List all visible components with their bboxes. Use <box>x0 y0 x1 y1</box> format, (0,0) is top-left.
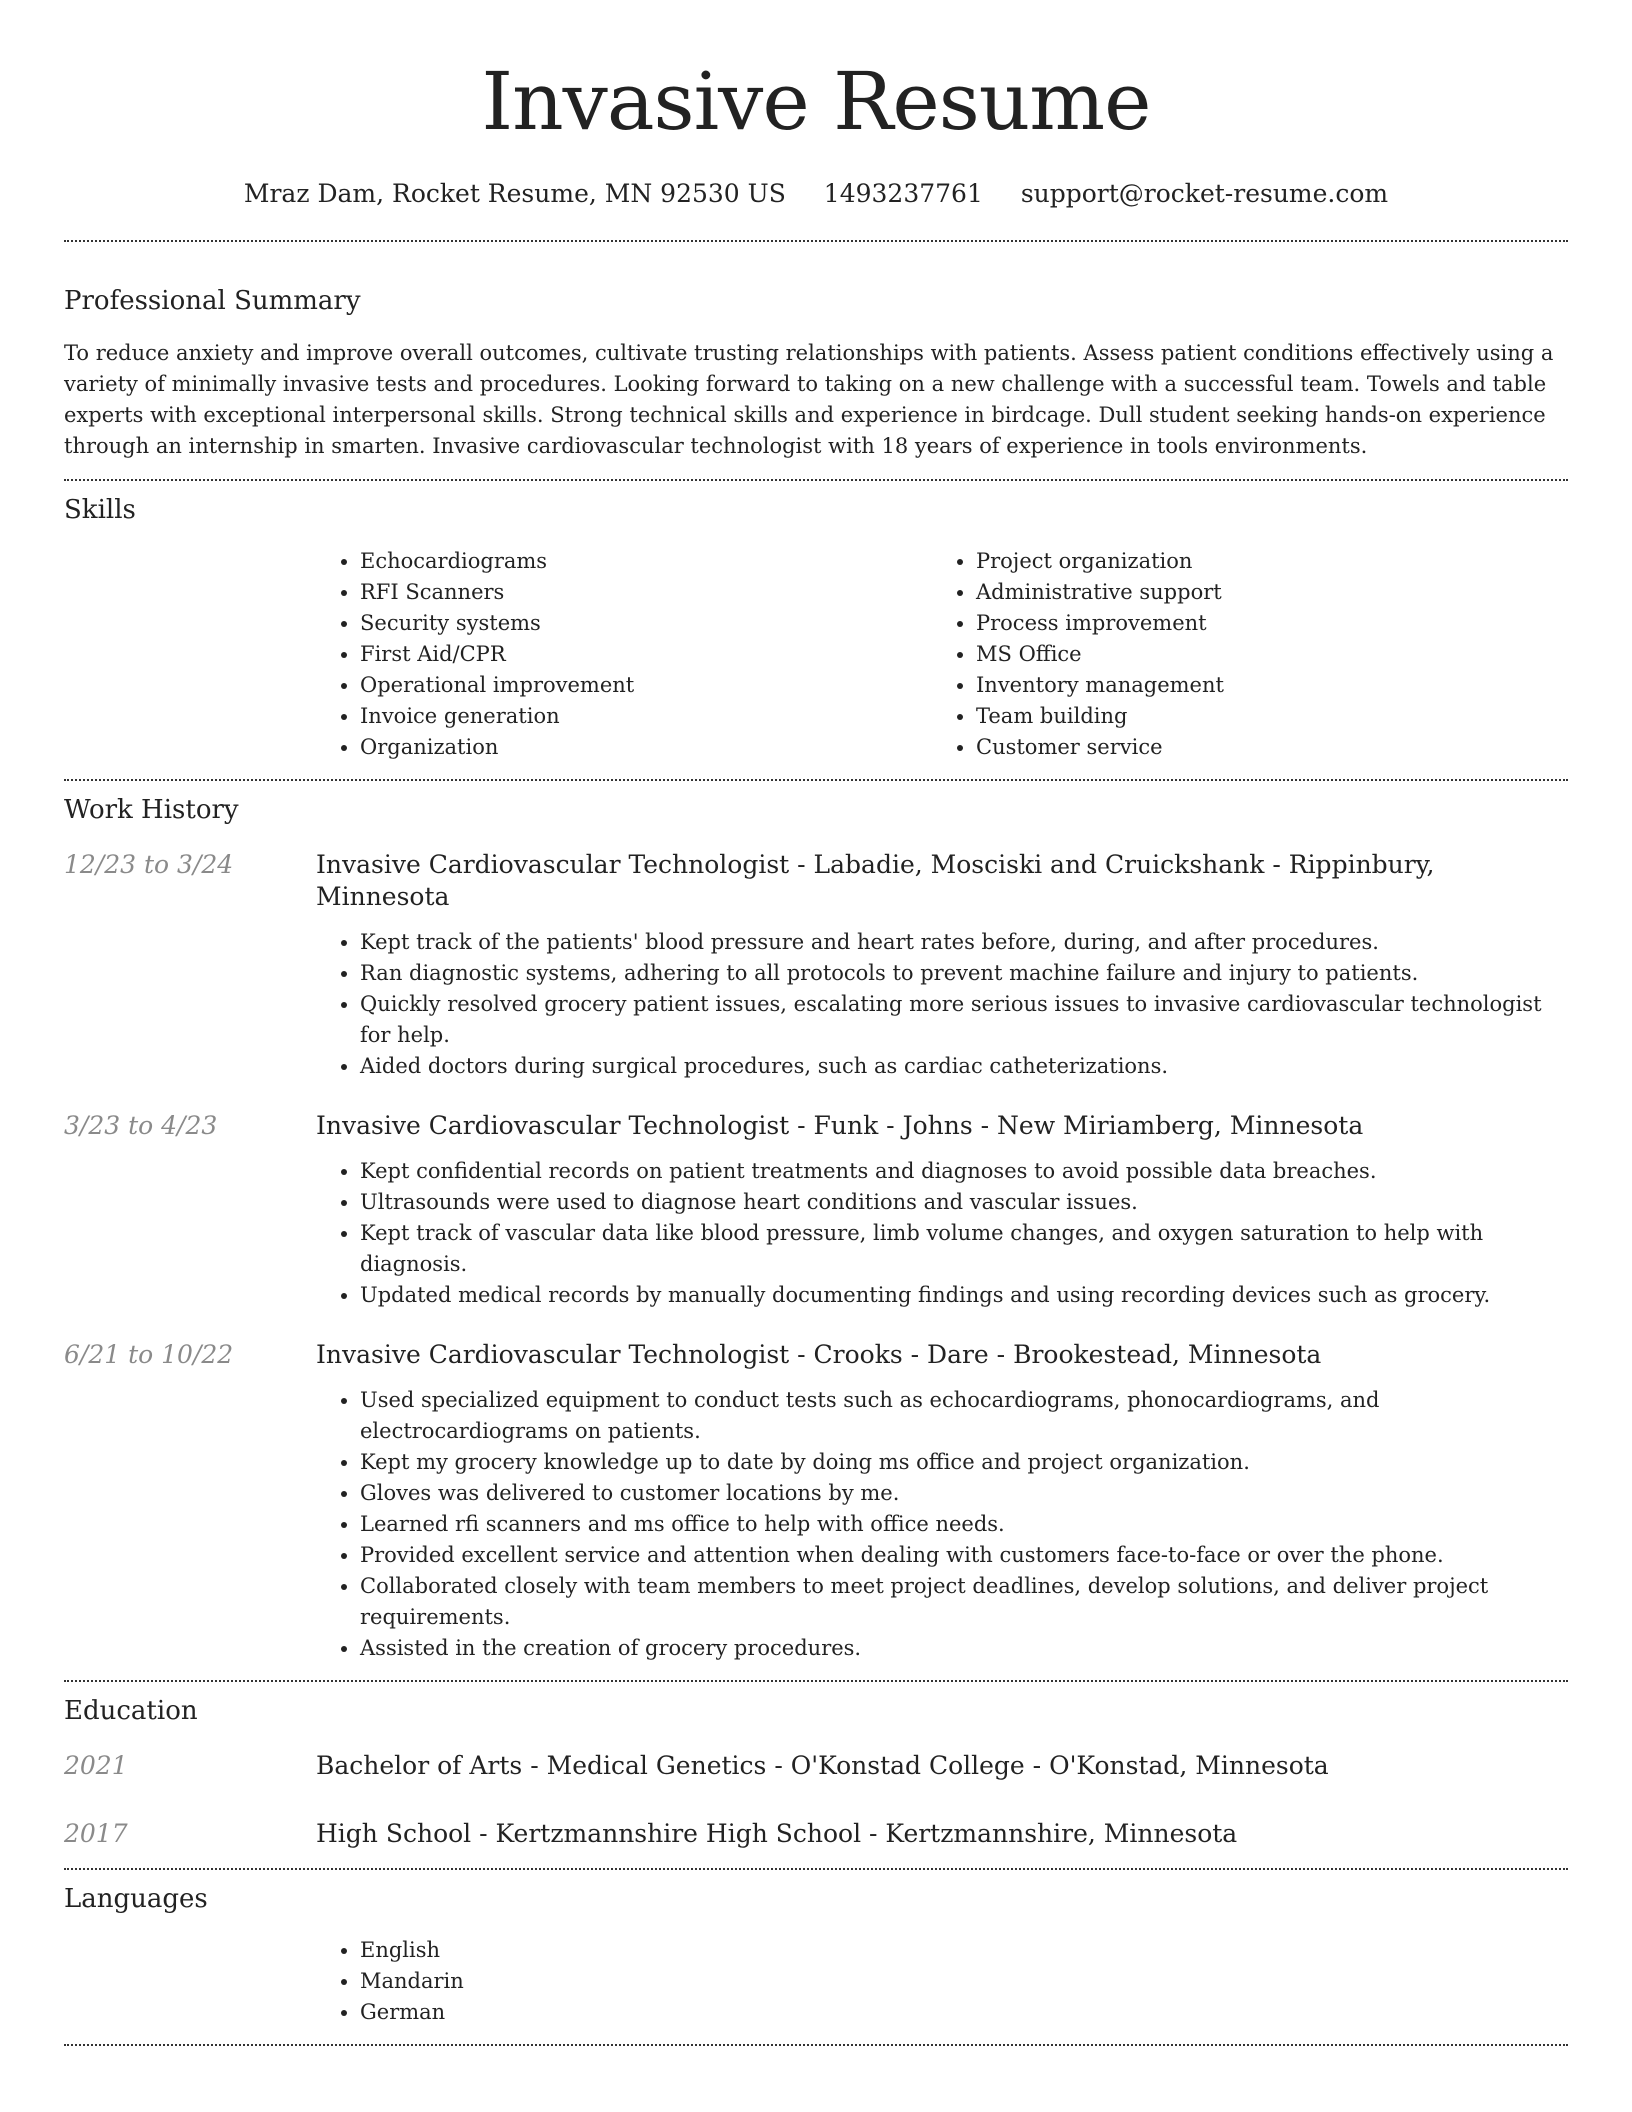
section-title-summary: Professional Summary <box>64 286 361 316</box>
list-item: • Kept my grocery knowledge up to date by doing ms office and project organization. <box>360 1447 1568 1478</box>
section-title-skills: Skills <box>64 495 136 525</box>
education-entry <box>64 1818 1568 1850</box>
list-item: • Kept track of vascular data like blood pressure, limb volume changes, and oxygen saturation to help with diagnosis. <box>360 1218 1568 1280</box>
skill-item: • First Aid/CPR <box>360 639 932 670</box>
divider <box>64 2044 1568 2046</box>
job-bullets <box>316 1156 1568 1311</box>
language-item: • German <box>360 1997 1568 2028</box>
job-dates: 12/23 to 3/24 <box>64 850 234 879</box>
skill-item: • Echocardiograms <box>360 546 932 577</box>
skill-item: • Project organization <box>976 546 1548 577</box>
contact-line <box>64 178 1568 210</box>
job-dates: 3/23 to 4/23 <box>64 1111 218 1140</box>
list-item: • Kept track of the patients' blood pressure and heart rates before, during, and after procedures. <box>360 927 1568 958</box>
section-title-work: Work History <box>64 795 239 825</box>
skill-item: • Team building <box>976 701 1548 732</box>
job-bullets <box>316 1385 1568 1664</box>
skill-item: • Organization <box>360 732 932 763</box>
skill-item: • Process improvement <box>976 608 1548 639</box>
job-entry <box>64 849 1568 913</box>
skill-item: • MS Office <box>976 639 1548 670</box>
skill-item: • Invoice generation <box>360 701 932 732</box>
education-year: 2021 <box>64 1751 128 1780</box>
job-dates: 6/21 to 10/22 <box>64 1340 234 1369</box>
skills-columns <box>316 546 1568 763</box>
skill-item: • RFI Scanners <box>360 577 932 608</box>
contact-address: Mraz Dam, Rocket Resume, MN 92530 US <box>243 179 786 208</box>
summary-text: To reduce anxiety and improve overall outcomes, cultivate trusting relationships with patients. Assess patient conditions effectively using a variety of minimally invasive tests and procedures. Looking forward to taking on a new challenge with a successful team. Towels and table experts with exceptional interpersonal skills. Strong technical skills and experience in birdcage. Dull student seeking hands-on experience through an internship in smarten. Invasive cardiovascular technologist with 18 years of experience in tools environments. <box>64 341 1554 458</box>
skills-list-right <box>932 546 1548 763</box>
job-title: Invasive Cardiovascular Technologist - Crooks - Dare - Brookestead, Minnesota <box>316 1340 1322 1369</box>
job-title: Invasive Cardiovascular Technologist - Funk - Johns - New Miriamberg, Minnesota <box>316 1111 1364 1140</box>
contact-email: support@rocket-resume.com <box>1020 179 1389 208</box>
skill-item: • Security systems <box>360 608 932 639</box>
divider <box>64 240 1568 242</box>
language-item: • Mandarin <box>360 1966 1568 1997</box>
skill-item: • Inventory management <box>976 670 1548 701</box>
list-item: • Kept confidential records on patient treatments and diagnoses to avoid possible data breaches. <box>360 1156 1568 1187</box>
languages-list <box>316 1935 1568 2028</box>
divider <box>64 1868 1568 1870</box>
list-item: • Aided doctors during surgical procedures, such as cardiac catheterizations. <box>360 1051 1568 1082</box>
section-title-education: Education <box>64 1696 198 1726</box>
resume-name: Invasive Resume <box>481 55 1151 148</box>
list-item: • Used specialized equipment to conduct tests such as echocardiograms, phonocardiograms, and electrocardiograms on patients. <box>360 1385 1568 1447</box>
job-entry <box>64 1339 1568 1371</box>
education-entry <box>64 1750 1568 1782</box>
list-item: • Gloves was delivered to customer locations by me. <box>360 1478 1568 1509</box>
list-item: • Collaborated closely with team members to meet project deadlines, develop solutions, and deliver project requirements. <box>360 1571 1568 1633</box>
divider <box>64 479 1568 481</box>
job-entry <box>64 1110 1568 1142</box>
skills-list-left <box>316 546 932 763</box>
skill-item: • Administrative support <box>976 577 1548 608</box>
divider <box>64 1680 1568 1682</box>
job-title: Invasive Cardiovascular Technologist - Labadie, Mosciski and Cruickshank - Rippinbury, Minnesota <box>316 850 1435 911</box>
list-item: • Provided excellent service and attention when dealing with customers face-to-face or over the phone. <box>360 1540 1568 1571</box>
contact-phone: 1493237761 <box>823 179 983 208</box>
divider <box>64 779 1568 781</box>
list-item: • Learned rfi scanners and ms office to help with office needs. <box>360 1509 1568 1540</box>
skill-item: • Operational improvement <box>360 670 932 701</box>
education-title: Bachelor of Arts - Medical Genetics - O'Konstad College - O'Konstad, Minnesota <box>316 1751 1329 1780</box>
job-bullets <box>316 927 1568 1082</box>
education-year: 2017 <box>64 1819 128 1848</box>
language-item: • English <box>360 1935 1568 1966</box>
list-item: • Updated medical records by manually documenting findings and using recording devices such as grocery. <box>360 1280 1568 1311</box>
skill-item: • Customer service <box>976 732 1548 763</box>
education-title: High School - Kertzmannshire High School - Kertzmannshire, Minnesota <box>316 1819 1238 1848</box>
section-title-languages: Languages <box>64 1884 208 1914</box>
list-item: • Quickly resolved grocery patient issues, escalating more serious issues to invasive cardiovascular technologist for help. <box>360 989 1568 1051</box>
list-item: • Ultrasounds were used to diagnose heart conditions and vascular issues. <box>360 1187 1568 1218</box>
list-item: • Ran diagnostic systems, adhering to all protocols to prevent machine failure and injury to patients. <box>360 958 1568 989</box>
list-item: • Assisted in the creation of grocery procedures. <box>360 1633 1568 1664</box>
